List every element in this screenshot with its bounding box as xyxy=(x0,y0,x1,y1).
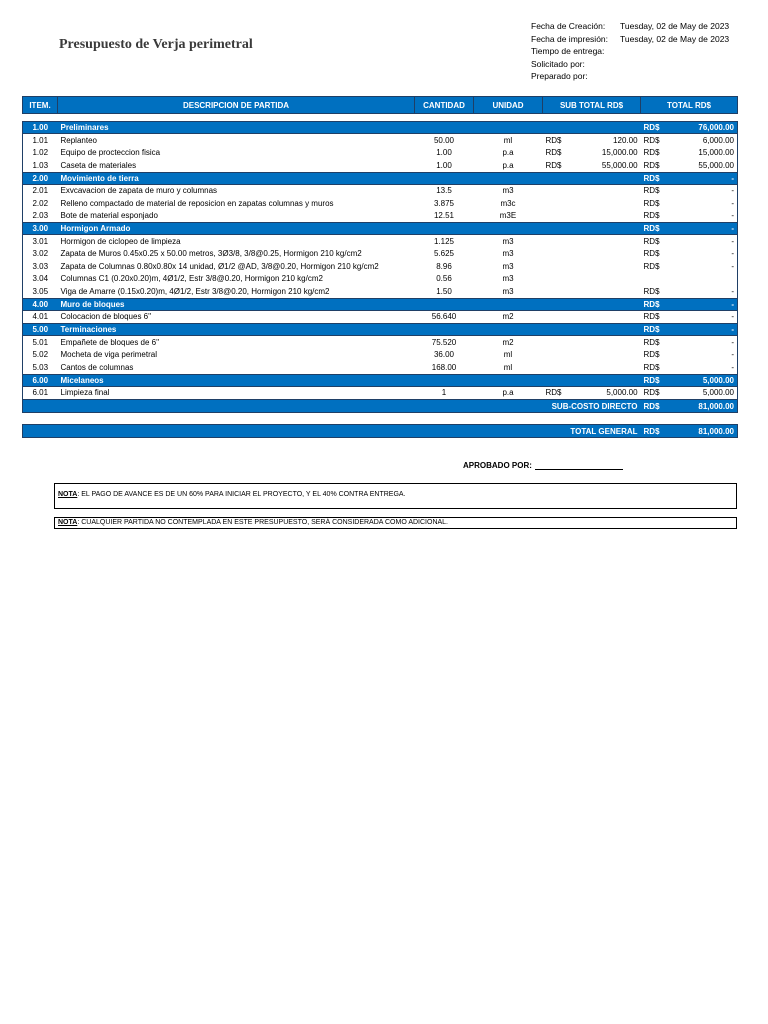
item-quantity: 1.50 xyxy=(436,286,452,296)
item-subtotal xyxy=(565,210,641,223)
item-quantity: 1.00 xyxy=(436,148,452,158)
item-description: Hormigon de ciclopeo de limpieza xyxy=(60,236,181,246)
item-quantity: 13.5 xyxy=(436,186,452,196)
grand-total-currency: RD$ xyxy=(641,425,663,438)
item-code: 5.01 xyxy=(23,336,58,349)
item-total-currency: RD$ xyxy=(643,135,660,145)
item-unit: p.a xyxy=(502,388,514,398)
table-row xyxy=(23,260,738,273)
item-unit: m3c xyxy=(500,198,516,208)
item-total-currency: RD$ xyxy=(643,160,660,170)
meta-label: Preparado por: xyxy=(531,71,588,81)
item-total xyxy=(663,273,738,286)
section-currency: RD$ xyxy=(641,298,663,310)
section-name: Micelaneos xyxy=(58,374,415,386)
item-quantity: 50.00 xyxy=(433,135,455,145)
item-description: Zapata de Muros 0.45x0.25 x 50.00 metros, 3Ø3/8, 3/8@0.25, Hormigon 210 kg/cm2 xyxy=(60,249,362,259)
section-qty xyxy=(415,172,474,184)
table-row xyxy=(23,361,738,374)
item-description: Mocheta de viga perimetral xyxy=(60,350,157,360)
item-quantity: 168.00 xyxy=(431,362,457,372)
item-code: 1.02 xyxy=(23,147,58,160)
section-unit xyxy=(474,172,543,184)
header-description: DESCRIPCION DE PARTIDA xyxy=(58,97,415,114)
item-description: Colocacion de bloques 6'' xyxy=(60,312,152,322)
item-description: Caseta de materiales xyxy=(60,160,137,170)
item-subtotal xyxy=(565,235,641,248)
meta-row xyxy=(531,58,729,71)
header-total: TOTAL RD$ xyxy=(641,97,738,114)
section-row xyxy=(23,374,738,386)
item-quantity: 1.00 xyxy=(436,160,452,170)
section-cur xyxy=(543,374,565,386)
item-quantity: 36.00 xyxy=(433,350,455,360)
item-quantity: 5.625 xyxy=(433,249,455,259)
item-total: - xyxy=(663,336,738,349)
section-sub xyxy=(565,223,641,235)
item-quantity: 12.51 xyxy=(433,211,455,221)
item-unit: ml xyxy=(503,135,513,145)
item-currency: RD$ xyxy=(545,160,562,170)
item-total-currency: RD$ xyxy=(643,286,660,296)
item-subtotal xyxy=(565,310,641,324)
item-currency xyxy=(543,184,565,197)
item-description: Replanteo xyxy=(60,135,97,145)
section-qty xyxy=(415,122,474,134)
item-subtotal xyxy=(565,349,641,362)
section-currency: RD$ xyxy=(641,324,663,336)
item-quantity: 8.96 xyxy=(436,261,452,271)
table-row xyxy=(23,210,738,223)
item-currency: RD$ xyxy=(545,135,562,145)
item-total: - xyxy=(663,349,738,362)
item-unit: m3 xyxy=(502,186,514,196)
item-total: - xyxy=(663,361,738,374)
meta-label: Solicitado por: xyxy=(531,58,585,69)
item-code: 1.03 xyxy=(23,159,58,172)
item-description: Bote de material esponjado xyxy=(60,211,158,221)
item-total: - xyxy=(663,197,738,210)
item-currency xyxy=(543,361,565,374)
section-cur xyxy=(543,223,565,235)
section-sub xyxy=(565,374,641,386)
item-subtotal xyxy=(565,336,641,349)
section-code: 1.00 xyxy=(23,122,58,134)
table-row xyxy=(23,273,738,286)
item-unit: m3 xyxy=(502,286,514,296)
section-code: 5.00 xyxy=(23,324,58,336)
note-label: NOTA xyxy=(58,519,78,526)
item-total: 15,000.00 xyxy=(663,147,738,160)
section-total: - xyxy=(663,298,738,310)
item-description: Limpieza final xyxy=(60,388,110,398)
item-code: 4.01 xyxy=(23,310,58,324)
item-subtotal: 120.00 xyxy=(613,135,638,145)
section-code: 2.00 xyxy=(23,172,58,184)
item-subtotal: 15,000.00 xyxy=(601,148,638,158)
item-description: Viga de Amarre (0.15x0.20)m, 4Ø1/2, Estr 3/8@0.20, Hormigon 210 kg/cm2 xyxy=(60,286,330,296)
approval-label: APROBADO POR: xyxy=(463,461,532,470)
section-cur xyxy=(543,324,565,336)
item-unit: ml xyxy=(503,362,513,372)
section-qty xyxy=(415,374,474,386)
subtotal-currency: RD$ xyxy=(641,400,663,413)
section-qty xyxy=(415,324,474,336)
section-cur xyxy=(543,172,565,184)
section-name: Preliminares xyxy=(58,122,415,134)
item-total-currency: RD$ xyxy=(643,362,660,372)
table-row xyxy=(23,310,738,324)
section-unit xyxy=(474,223,543,235)
item-total-currency: RD$ xyxy=(643,337,660,347)
item-code: 5.02 xyxy=(23,349,58,362)
item-description: Zapata de Columnas 0.80x0.80x 14 unidad, Ø1/2 @AD, 3/8@0.20, Hormigon 210 kg/cm2 xyxy=(60,261,379,271)
item-description: Relleno compactado de material de reposicion en zapatas columnas y muros xyxy=(60,198,334,208)
item-total-currency: RD$ xyxy=(643,312,660,322)
item-total: 5,000.00 xyxy=(663,386,738,400)
section-currency: RD$ xyxy=(641,223,663,235)
item-total-currency: RD$ xyxy=(643,211,660,221)
item-subtotal xyxy=(565,260,641,273)
item-total-currency: RD$ xyxy=(643,350,660,360)
item-subtotal: 5,000.00 xyxy=(606,388,638,398)
item-code: 6.01 xyxy=(23,386,58,400)
table-row xyxy=(23,285,738,298)
header-quantity: CANTIDAD xyxy=(415,97,474,114)
section-total: - xyxy=(663,324,738,336)
table-row xyxy=(23,147,738,160)
table-row xyxy=(23,134,738,147)
item-unit: m2 xyxy=(502,312,514,322)
item-currency: RD$ xyxy=(545,148,562,158)
section-unit xyxy=(474,324,543,336)
item-currency xyxy=(543,235,565,248)
item-currency xyxy=(543,210,565,223)
note-payment xyxy=(54,483,737,509)
header-unit: UNIDAD xyxy=(474,97,543,114)
meta-row xyxy=(531,70,729,83)
section-name: Muro de bloques xyxy=(58,298,415,310)
section-total: - xyxy=(663,172,738,184)
item-total: - xyxy=(663,210,738,223)
section-row xyxy=(23,122,738,134)
item-code: 2.03 xyxy=(23,210,58,223)
section-row xyxy=(23,324,738,336)
section-code: 3.00 xyxy=(23,223,58,235)
item-quantity: 75.520 xyxy=(431,337,457,347)
section-currency: RD$ xyxy=(641,172,663,184)
table-row xyxy=(23,197,738,210)
item-currency: RD$ xyxy=(545,388,562,398)
item-description: Cantos de columnas xyxy=(60,362,134,372)
item-quantity: 56.640 xyxy=(431,312,457,322)
item-subtotal xyxy=(565,184,641,197)
item-code: 2.01 xyxy=(23,184,58,197)
section-code: 6.00 xyxy=(23,374,58,386)
table-row xyxy=(23,248,738,261)
section-sub xyxy=(565,122,641,134)
subtotal-row xyxy=(23,400,738,413)
meta-value: Tuesday, 02 de May de 2023 xyxy=(620,21,730,31)
table-row xyxy=(23,159,738,172)
section-row xyxy=(23,223,738,235)
table-row xyxy=(23,184,738,197)
spacer-row xyxy=(23,114,738,122)
item-currency xyxy=(543,349,565,362)
item-code: 3.03 xyxy=(23,260,58,273)
item-total-currency: RD$ xyxy=(643,186,660,196)
document-meta xyxy=(531,20,729,83)
grand-total-label: TOTAL GENERAL xyxy=(23,425,641,438)
item-currency xyxy=(543,336,565,349)
item-code: 3.01 xyxy=(23,235,58,248)
item-unit: p.a xyxy=(502,148,514,158)
item-currency xyxy=(543,285,565,298)
item-subtotal xyxy=(565,361,641,374)
item-unit: m3 xyxy=(502,274,514,284)
section-unit xyxy=(474,122,543,134)
note-text: : CUALQUIER PARTIDA NO CONTEMPLADA EN ESTE PRESUPUESTO, SERÁ CONSIDERADA COMO ADICIONAL. xyxy=(77,519,449,526)
item-description: Exvcavacion de zapata de muro y columnas xyxy=(60,186,218,196)
item-unit: m3 xyxy=(502,236,514,246)
item-currency xyxy=(543,248,565,261)
item-quantity: 1.125 xyxy=(433,236,455,246)
item-total: - xyxy=(663,310,738,324)
item-unit: m3 xyxy=(502,249,514,259)
item-code: 3.05 xyxy=(23,285,58,298)
item-total: - xyxy=(663,235,738,248)
section-code: 4.00 xyxy=(23,298,58,310)
document-title: Presupuesto de Verja perimetral xyxy=(59,37,253,52)
item-description: Columnas C1 (0.20x0.20)m, 4Ø1/2, Estr 3/8@0.20, Hormigon 210 kg/cm2 xyxy=(60,274,323,284)
section-unit xyxy=(474,298,543,310)
table-row xyxy=(23,235,738,248)
section-name: Hormigon Armado xyxy=(58,223,415,235)
item-currency xyxy=(543,273,565,286)
section-unit xyxy=(474,374,543,386)
section-name: Movimiento de tierra xyxy=(58,172,415,184)
item-currency xyxy=(543,197,565,210)
item-total-currency: RD$ xyxy=(643,148,660,158)
meta-label: Fecha de Creación: xyxy=(531,21,606,31)
section-qty xyxy=(415,223,474,235)
section-currency: RD$ xyxy=(641,374,663,386)
item-unit: p.a xyxy=(502,160,514,170)
item-description: Empañete de bloques de 6'' xyxy=(60,337,160,347)
meta-row xyxy=(531,20,729,33)
table-header-row xyxy=(23,97,738,114)
item-total-currency: RD$ xyxy=(643,249,660,259)
header-subtotal: SUB TOTAL RD$ xyxy=(543,97,641,114)
grand-total-row xyxy=(23,425,738,438)
header-item: ITEM. xyxy=(23,97,58,114)
section-row xyxy=(23,298,738,310)
table-row xyxy=(23,336,738,349)
spacer-row xyxy=(23,413,738,425)
table-row xyxy=(23,349,738,362)
section-currency: RD$ xyxy=(641,122,663,134)
meta-value: Tuesday, 02 de May de 2023 xyxy=(620,33,730,44)
spacer-cell xyxy=(23,114,738,122)
meta-label: Tiempo de entrega: xyxy=(531,46,605,56)
subtotal-label: SUB-COSTO DIRECTO xyxy=(23,400,641,413)
item-code: 2.02 xyxy=(23,197,58,210)
item-unit: m3 xyxy=(502,261,514,271)
item-total-currency: RD$ xyxy=(643,198,660,208)
note-label: NOTA xyxy=(58,491,78,498)
item-subtotal xyxy=(565,248,641,261)
section-row xyxy=(23,172,738,184)
meta-row xyxy=(531,33,729,46)
item-total-currency: RD$ xyxy=(643,388,660,398)
item-unit: ml xyxy=(503,350,513,360)
item-code: 1.01 xyxy=(23,134,58,147)
table-row xyxy=(23,386,738,400)
item-total: 6,000.00 xyxy=(663,134,738,147)
approval-line xyxy=(463,460,623,470)
item-total: - xyxy=(663,184,738,197)
item-currency xyxy=(543,260,565,273)
item-unit: m3E xyxy=(499,211,517,221)
section-total: 76,000.00 xyxy=(663,122,738,134)
meta-row xyxy=(531,45,729,58)
item-subtotal xyxy=(565,273,641,286)
item-total: - xyxy=(663,248,738,261)
signature-line xyxy=(535,460,623,470)
item-subtotal: 55,000.00 xyxy=(601,160,638,170)
item-total: - xyxy=(663,260,738,273)
item-total-currency xyxy=(641,273,663,286)
subtotal-value: 81,000.00 xyxy=(663,400,738,413)
section-sub xyxy=(565,298,641,310)
section-qty xyxy=(415,298,474,310)
section-cur xyxy=(543,298,565,310)
item-code: 3.04 xyxy=(23,273,58,286)
item-total: - xyxy=(663,285,738,298)
item-total: 55,000.00 xyxy=(663,159,738,172)
section-total: - xyxy=(663,223,738,235)
note-text: : EL PAGO DE AVANCE ES DE UN 60% PARA INICIAR EL PROYECTO, Y EL 40% CONTRA ENTREGA. xyxy=(77,491,406,498)
section-total: 5,000.00 xyxy=(663,374,738,386)
budget-table xyxy=(22,96,738,438)
item-quantity: 1 xyxy=(441,388,447,398)
item-description: Equipo de procteccion fisica xyxy=(60,148,161,158)
item-currency xyxy=(543,310,565,324)
spacer-cell xyxy=(23,413,738,425)
section-cur xyxy=(543,122,565,134)
meta-label: Fecha de impresión: xyxy=(531,33,609,44)
item-quantity: 3.875 xyxy=(433,198,455,208)
item-code: 5.03 xyxy=(23,361,58,374)
item-total-currency: RD$ xyxy=(643,236,660,246)
section-sub xyxy=(565,172,641,184)
section-sub xyxy=(565,324,641,336)
item-subtotal xyxy=(565,197,641,210)
section-name: Terminaciones xyxy=(58,324,415,336)
item-quantity: 0.56 xyxy=(436,274,452,284)
item-code: 3.02 xyxy=(23,248,58,261)
item-subtotal xyxy=(565,285,641,298)
item-unit: m2 xyxy=(502,337,514,347)
item-total-currency: RD$ xyxy=(643,261,660,271)
note-additional xyxy=(54,517,737,529)
grand-total-value: 81,000.00 xyxy=(663,425,738,438)
